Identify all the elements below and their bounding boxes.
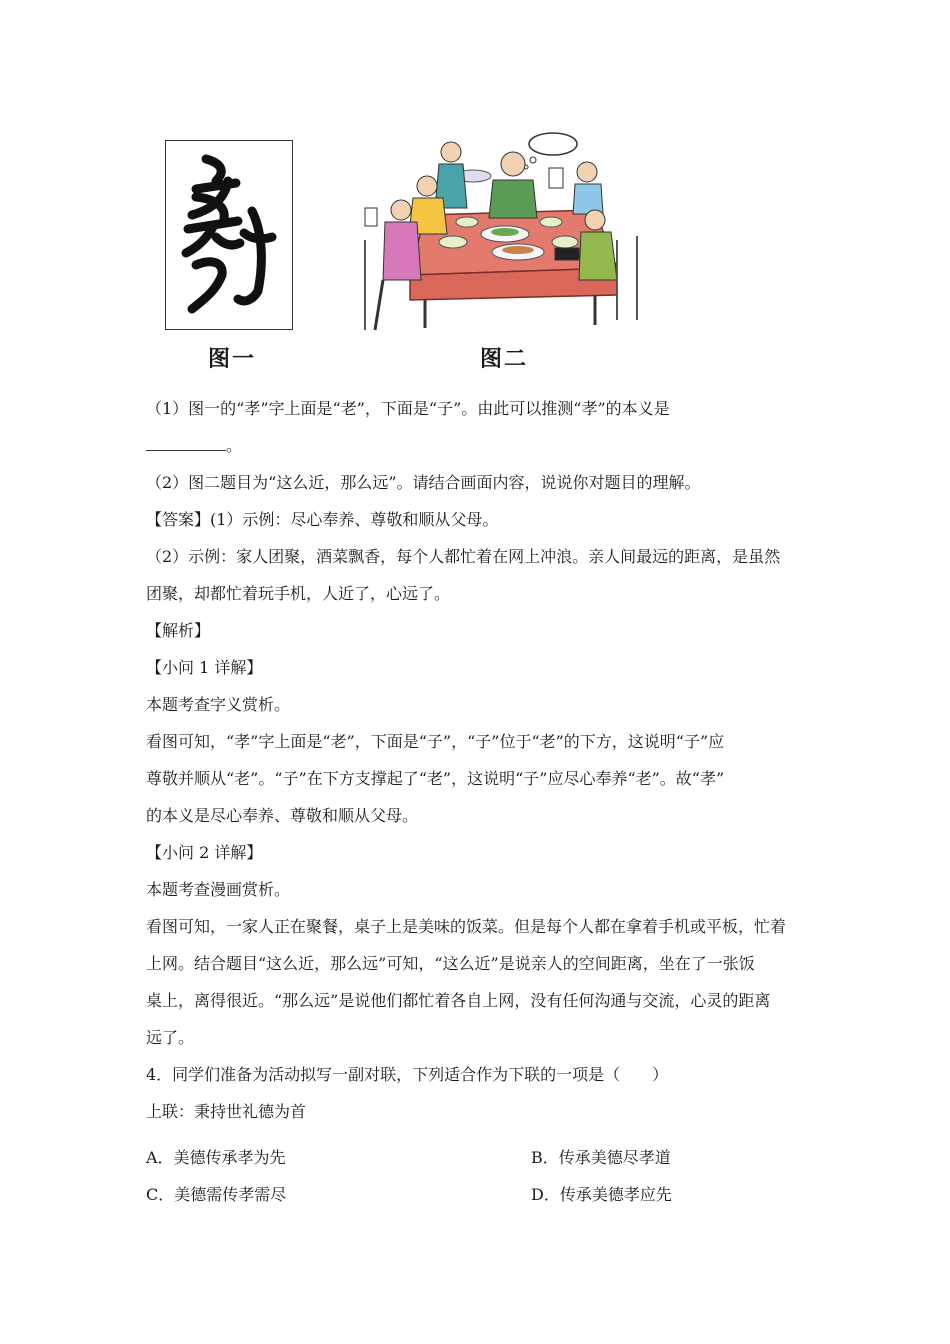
text-line: 桌上，离得很近。“那么远”是说他们都忙着各自上网，没有任何沟通与交流，心灵的距离 xyxy=(146,991,771,1010)
couplet-first-line: 上联：秉持世礼德为首 xyxy=(146,1102,307,1121)
text-line: （2）图二题目为“这么近，那么远”。请结合画面内容，说说你对题目的理解。 xyxy=(146,473,701,492)
option-b[interactable]: B．传承美德尽孝道 xyxy=(531,1148,671,1167)
question-body xyxy=(146,390,816,1130)
option-d[interactable]: D．传承美德孝应先 xyxy=(531,1185,672,1204)
text-line: （2）示例：家人团聚，酒菜飘香，每个人都忙着在网上冲浪。亲人间最远的距离，是虽然 xyxy=(146,547,781,566)
text-line: 的本义是尽心奉养、尊敬和顺从父母。 xyxy=(146,806,419,825)
question-4-stem: 4．同学们准备为活动拟写一副对联，下列适合作为下联的一项是（ ） xyxy=(146,1065,669,1084)
text-line: 本题考查漫画赏析。 xyxy=(146,880,291,899)
text-line: 上网。结合题目“这么近，那么远”可知，“这么近”是说亲人的空间距离，坐在了一张饭 xyxy=(146,954,755,973)
text-line-blank: 。 xyxy=(146,427,816,464)
figure-one-caption: 图一 xyxy=(208,347,257,372)
figure-two-caption: 图二 xyxy=(480,347,529,372)
text-line: 尊敬并顺从“老”。“子”在下方支撑起了“老”，这说明“子”应尽心奉养“老”。故“孝” xyxy=(146,769,725,788)
seal-character-icon xyxy=(166,141,291,328)
answer-blank xyxy=(146,428,226,451)
family-dinner-cartoon xyxy=(355,130,655,335)
subquestion-1-heading: 【小问 1 详解】 xyxy=(146,658,263,677)
option-a[interactable]: A．美德传承孝为先 xyxy=(146,1148,286,1167)
text-line: 看图可知，一家人正在聚餐，桌子上是美味的饭菜。但是每个人都在拿着手机或平板，忙着 xyxy=(146,917,787,936)
cartoon-illustration xyxy=(355,130,655,335)
text-line: 远了。 xyxy=(146,1028,195,1047)
text-line: （1）图一的“孝”字上面是“老”，下面是“子”。由此可以推测“孝”的本义是 xyxy=(146,399,670,418)
option-c[interactable]: C．美德需传孝需尽 xyxy=(146,1185,287,1204)
analysis-heading: 【解析】 xyxy=(146,621,211,640)
figure-row xyxy=(0,130,950,380)
text-line: 看图可知，“孝”字上面是“老”，下面是“子”，“子”位于“老”的下方，这说明“子”应 xyxy=(146,732,725,751)
subquestion-2-heading: 【小问 2 详解】 xyxy=(146,843,263,862)
text-line: 团聚，却都忙着玩手机，人近了，心远了。 xyxy=(146,584,451,603)
seal-script-xiao-figure xyxy=(165,140,293,330)
answer-label-line: 【答案】(1）示例：尽心奉养、尊敬和顺从父母。 xyxy=(146,510,499,529)
text-line: 本题考查字义赏析。 xyxy=(146,695,291,714)
